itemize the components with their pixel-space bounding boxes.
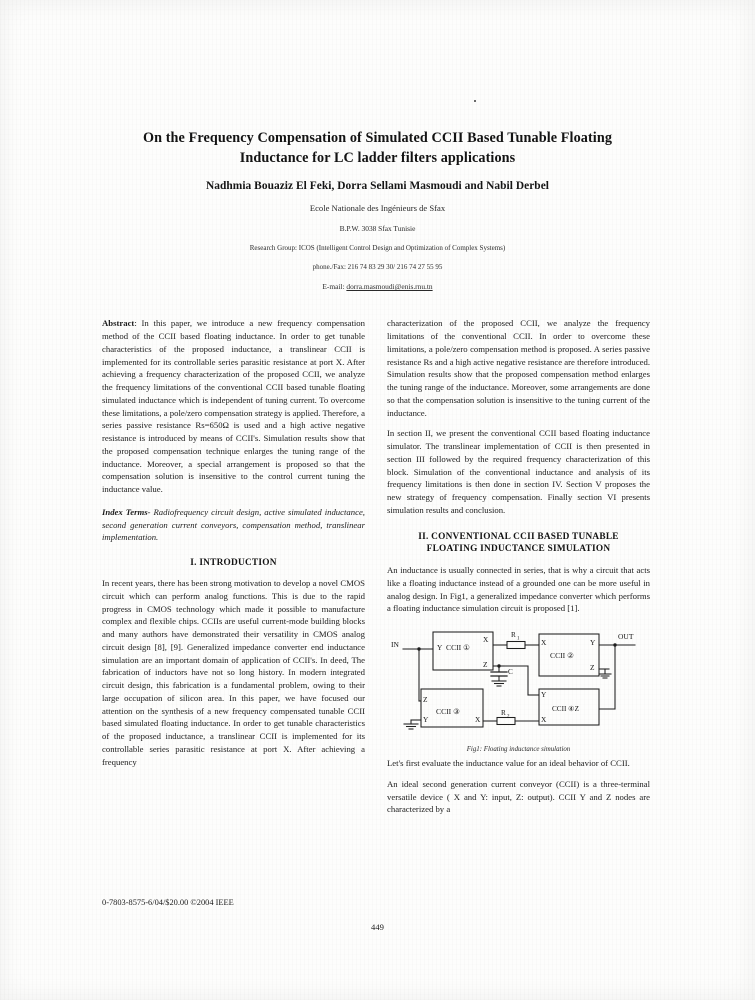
- index-terms-label: Index Terms-: [102, 506, 151, 517]
- paper-outline-paragraph: In section II, we present the conventional CCII based floating inductance simulator. The translinear implementation of CCII is then presented in section III followed by the required frequency characterization of this block. Simulation of the conventional inductance and analysis of its frequency limitations is then done in section IV. Section V proposes the new strategy of frequency compensation. Finally section VI presents simulation results and conclusion.: [387, 428, 650, 515]
- email-address[interactable]: dorra.masmoudi@enis.rnu.tn: [346, 282, 433, 292]
- figure-label-r2: R: [501, 709, 506, 718]
- figure-1: [387, 625, 650, 753]
- abstract-text: In this paper, we introduce a new frequency compensation method of the CCII based floating inductance. In order to get tunable characteristics of the proposed inductance, a translinear CCII is implemented for its controllable series parasitic resistance at port X. After achieving a frequency characterization of the proposed CCII, we analyze the frequency limitations of the conventional CCII based tunable floating simulated inductance which is independent of tuning current. To overcome these limitations, a pole/zero compensation strategy is applied. Therefore, a series passive resistance Rs=650Ω is used and a high active negative resistance is introduced by means of CCII's. Simulation results show that the proposed compensation technique enlarges the tuning range of the inductance. Moreover, a special arrangement is proposed so that the compensation solution is insensitive to the control current tuning the inductance value.: [102, 318, 365, 495]
- section2-paragraph-1: An inductance is usually connected in series, that is why a circuit that acts like a floating inductance instead of a grounded one can be more useful in analog design. In Fig1, a generalized impedance converter which performs a floating inductance simulation circuit is proposed [1].: [387, 565, 650, 614]
- research-group: Research Group: ICOS (Intelligent Control Design and Optimization of Complex Systems): [249, 244, 506, 253]
- scan-speck: [474, 100, 476, 102]
- index-terms-text: Radiofrequency circuit design, active simulated inductance, second generation current conveyors, compensation method, translinear implementation.: [102, 506, 365, 543]
- section-heading-introduction: I. INTRODUCTION: [190, 558, 277, 569]
- figure-label-ccii2: CCII ②: [550, 651, 574, 661]
- abstract-paragraph: [102, 317, 365, 496]
- abstract-label: Abstract: [102, 318, 135, 329]
- email-label: E-mail:: [322, 282, 347, 292]
- email-line: [102, 282, 653, 291]
- figure-port-x-ccii1: X: [483, 635, 489, 645]
- figure-label-ccii3: CCII ③: [436, 707, 460, 717]
- page-number: 449: [371, 922, 384, 932]
- figure-port-y-ccii1: Y: [437, 643, 443, 653]
- title-block: [102, 0, 653, 291]
- left-column: [102, 317, 365, 824]
- section-heading-conventional-simulation: [387, 531, 650, 556]
- figure-port-z-ccii3: Z: [423, 695, 428, 705]
- figure-label-in: IN: [391, 640, 399, 650]
- affiliation: Ecole Nationale des Ingénieurs de Sfax: [309, 203, 446, 214]
- figure-label-r1-sub: 1: [517, 636, 520, 642]
- resistor-r1: [507, 642, 525, 649]
- figure-port-x-ccii3: X: [475, 715, 481, 725]
- figure-label-r2-sub: 2: [507, 714, 510, 720]
- figure-port-y-ccii3: Y: [423, 715, 429, 725]
- figure-label-out: OUT: [618, 632, 634, 642]
- page-title: On the Frequency Compensation of Simulated CCII Based Tunable Floating Inductance for LC ladder filters applications: [142, 130, 613, 167]
- figure-1-caption: Fig1: Floating inductance simulation: [466, 746, 571, 754]
- figure-label-ccii1: CCII ①: [446, 643, 470, 653]
- resistor-r2: [497, 718, 515, 725]
- section2-heading-line2: FLOATING INDUCTANCE SIMULATION: [426, 543, 611, 554]
- figure-port-y-ccii2: Y: [590, 638, 596, 648]
- figure-label-c: C: [508, 668, 513, 677]
- figure-port-x-ccii2: X: [541, 638, 547, 648]
- author-list: Nadhmia Bouaziz El Feki, Dorra Sellami Masmoudi and Nabil Derbel: [205, 180, 550, 193]
- body-columns: [102, 317, 653, 824]
- figure-port-z-ccii1: Z: [483, 660, 488, 670]
- figure-label-r1: R: [511, 631, 516, 640]
- index-terms: [102, 506, 365, 544]
- introduction-paragraph: In recent years, there has been strong motivation to develop a novel CMOS circuit which can perform analog functions. This is due to the rapid progress in CMOS technology which made it possible to manufacture complex and flexible chips. CCIIs are useful current-mode building blocks and many authors have demonstrated their versatility in CMOS analog circuit design [8], [9]. Generalized impedance converter end inductance simulation are an important domain of application of CCII's. In deed, The fabrication of inductors have not so long history. In modern integrated circuit design, this fabrication is a fundamental problem, owing to their large occupation of silicon area. In this paper, we have focused our attention on the synthesis of a new frequency compensated tunable CCII based simulated floating inductance. In order to get tunable characteristics of the proposed inductance, a translinear CCII is implemented for its controllable series parasitic resistance at port X. After achieving a frequency: [102, 578, 365, 767]
- figure-port-y-ccii4: Y: [541, 690, 547, 700]
- figure-label-ccii4: CCII ④Z: [552, 705, 580, 714]
- right-column: [387, 317, 650, 824]
- copyright-notice: 0-7803-8575-6/04/$20.00 ©2004 IEEE: [102, 898, 234, 907]
- address: B.P.W. 3038 Sfax Tunisie: [339, 224, 416, 234]
- section2-paragraph-2: Let's first evaluate the inductance value for an ideal behavior of CCII.: [387, 758, 630, 769]
- abstract-continuation: characterization of the proposed CCII, we analyze the frequency limitations of the conventional CCII. In order to overcome these limitations, a pole/zero compensation method is proposed. A series passive resistance Rs and a high active negative resistance are therefore introduced. Simulation results show that the proposed compensation method enlarges the tuning range of the inductance. Moreover, some arrangements are done so that the compensation solution is insensitive to the tuning current of the inductance.: [387, 318, 650, 418]
- phone-fax: phone./Fax: 216 74 83 29 30/ 216 74 27 55 95: [312, 263, 443, 272]
- figure-port-x-ccii4: X: [541, 715, 547, 725]
- section2-heading-line1: II. CONVENTIONAL CCII BASED TUNABLE: [418, 531, 619, 542]
- floating-inductance-circuit-diagram: [387, 625, 650, 743]
- section2-paragraph-3: An ideal second generation current conveyor (CCII) is a three-terminal versatile device ( X and Y: input, Z: output). CCII Y and Z nodes are characterized by a: [387, 778, 650, 815]
- abstract-separator: :: [134, 318, 142, 329]
- figure-port-z-ccii2: Z: [590, 663, 595, 673]
